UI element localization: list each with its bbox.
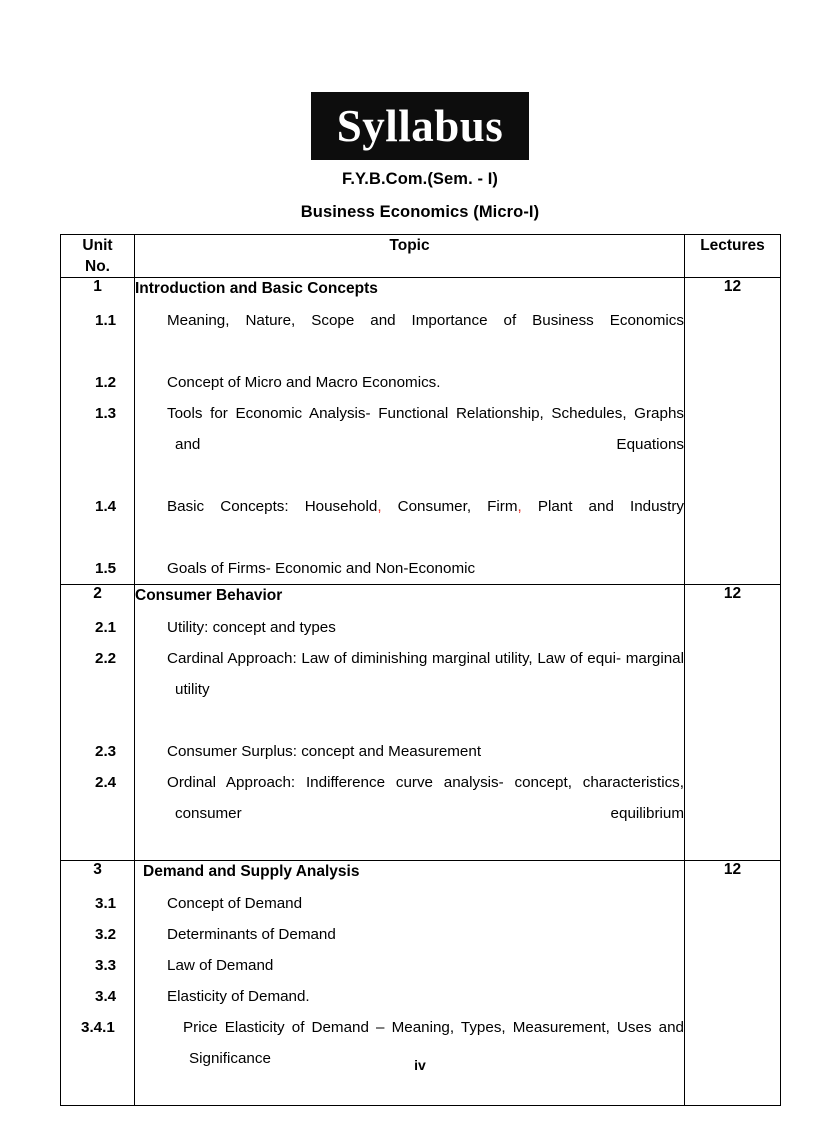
- syllabus-item: [95, 612, 684, 643]
- course-code-subtitle: F.Y.B.Com.(Sem. - I): [341, 170, 499, 188]
- item-text-accent-comma: ,: [377, 498, 382, 515]
- item-text: Price Elasticity of Demand – Meaning, Types, Measurement, Uses and Significance: [183, 1019, 684, 1067]
- syllabus-item: [95, 919, 684, 950]
- unit-number: 3: [61, 861, 135, 1106]
- unit-number: 1: [61, 278, 135, 585]
- unit-title: Introduction and Basic Concepts: [135, 280, 378, 297]
- page-number: iv: [414, 1057, 426, 1073]
- item-number: 1.5: [95, 560, 117, 577]
- table-row: [61, 585, 781, 861]
- unit-title: Consumer Behavior: [135, 587, 283, 604]
- item-text: Cardinal Approach: Law of diminishing marginal utility, Law of equi- marginal utility: [167, 650, 684, 698]
- header-lectures: Lectures: [685, 235, 781, 278]
- item-number: 3.3: [95, 957, 117, 974]
- item-text-part: Consumer, Firm: [381, 498, 518, 515]
- syllabus-item: [95, 981, 684, 1012]
- item-text: Determinants of Demand: [167, 926, 336, 943]
- item-text: Tools for Economic Analysis- Functional Relationship, Schedules, Graphs and Equations: [167, 405, 684, 453]
- header-unit-no: [61, 235, 135, 278]
- item-text: Utility: concept and types: [167, 619, 336, 636]
- item-text-part: Plant and Industry: [521, 498, 685, 515]
- syllabus-table: [60, 234, 781, 1106]
- page-title: Syllabus: [311, 92, 530, 160]
- item-text-part: Basic Concepts: Household: [167, 498, 378, 515]
- syllabus-item: [95, 736, 684, 767]
- item-number: 3.1: [95, 895, 117, 912]
- item-number: 1.1: [95, 312, 117, 329]
- item-number: 1.4: [95, 498, 117, 515]
- item-number: 2.4: [95, 774, 117, 791]
- item-text: Goals of Firms- Economic and Non-Economic: [167, 560, 476, 577]
- header-topic: Topic: [135, 235, 685, 278]
- item-text: Consumer Surplus: concept and Measurement: [167, 743, 482, 760]
- syllabus-item: [95, 305, 684, 367]
- unit-lectures: 12: [685, 585, 781, 861]
- item-text: Concept of Demand: [167, 895, 303, 912]
- item-text: Meaning, Nature, Scope and Importance of Business Economics: [167, 312, 684, 329]
- syllabus-item: [95, 950, 684, 981]
- item-number: 3.4.1: [81, 1019, 115, 1036]
- unit-topic-cell: [95, 278, 685, 585]
- unit-topic-cell: [95, 585, 685, 861]
- item-number: 3.2: [95, 926, 117, 943]
- syllabus-item: [95, 398, 684, 491]
- syllabus-item: [95, 553, 684, 584]
- syllabus-item: [95, 643, 684, 736]
- item-text: Ordinal Approach: Indifference curve analysis- concept, characteristics, consumer equilibrium: [167, 774, 684, 822]
- item-text-accent-comma: ,: [517, 498, 522, 515]
- item-text: Elasticity of Demand.: [167, 988, 310, 1005]
- item-number: 1.2: [95, 374, 117, 391]
- header-unit-line1: Unit: [82, 237, 113, 254]
- unit-lectures: 12: [685, 278, 781, 585]
- unit-title: Demand and Supply Analysis: [143, 863, 360, 880]
- table-row: [61, 278, 781, 585]
- title-block: [0, 92, 840, 160]
- course-name-subtitle: Business Economics (Micro-I): [300, 203, 540, 221]
- syllabus-item: [95, 491, 685, 553]
- item-number: 3.4: [95, 988, 117, 1005]
- item-text: Concept of Micro and Macro Economics.: [167, 374, 441, 391]
- header-unit-line2: No.: [85, 258, 110, 275]
- unit-lectures: 12: [685, 861, 781, 1106]
- syllabus-item: [95, 367, 684, 398]
- syllabus-item: [95, 767, 684, 860]
- item-number: 2.3: [95, 743, 117, 760]
- item-text: Law of Demand: [167, 957, 274, 974]
- item-number: 2.1: [95, 619, 117, 636]
- item-number: 1.3: [95, 405, 117, 422]
- item-number: 2.2: [95, 650, 117, 667]
- syllabus-item: [95, 888, 684, 919]
- unit-number: 2: [61, 585, 135, 861]
- table-header-row: [61, 235, 781, 278]
